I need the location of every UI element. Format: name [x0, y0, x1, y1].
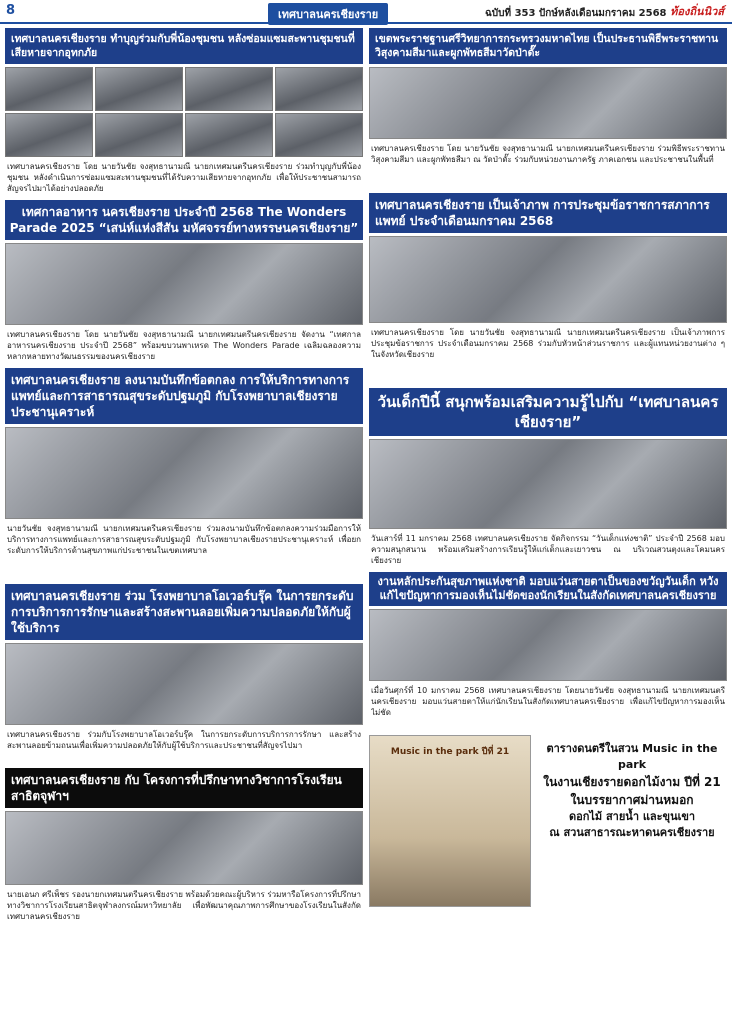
schedule-line-4: ดอกไม้ สายน้ำ และขุนเขา [568, 810, 696, 823]
story-1-photos [5, 67, 363, 157]
photo [275, 113, 363, 157]
event-poster [369, 735, 531, 907]
header-rule [0, 22, 732, 24]
schedule-line-2: ในงานเชียงรายดอกไม้งาม ปีที่ 21 [543, 775, 721, 789]
story-7-body: เทศบาลนครเชียงราย โดย นายวันชัย จงสุทธานามณี นายกเทศมนตรีนครเชียงราย เป็นเจ้าภาพการประชุมข้อราชการ ประจำเดือนมกราคม 2568 ร่วมกับหัวหน้าส่วนราชการ และผู้แทนหน่วยงานต่าง ๆ ในจังหวัดเชียงราย [371, 328, 725, 359]
story-7-photo [369, 236, 727, 323]
story-1-headline: เทศบาลนครเชียงราย ทำบุญร่วมกับพี่น้องชุมชน หลังซ่อมแซมสะพานชุมชนที่เสียหายจากอุทกภัย [5, 28, 363, 64]
photo [5, 113, 93, 157]
story-8-body: วันเสาร์ที่ 11 มกราคม 2568 เทศบาลนครเชียงราย จัดกิจกรรม “วันเด็กแห่งชาติ” ประจำปี 2568 มอบความสนุกสนาน พร้อมเสริมสร้างการเรียนรู้ให้แก่เด็กและเยาวชน ณ บริเวณสวนตุงและโคมนครเชียงราย [371, 534, 725, 565]
publication-logo: ท้องถิ่นนิวส์ [670, 5, 724, 18]
story-6-body: เทศบาลนครเชียงราย โดย นายวันชัย จงสุทธานามณี นายกเทศมนตรีนครเชียงราย ร่วมพิธีพระราชทานวิสุงคามสีมา และผูกพัทธสีมา ณ วัดป่าดั๊ะ ร่วมกับหน่วยงานภาครัฐ ภาคเอกชน และประชาชนในพื้นที่ [371, 144, 725, 164]
music-in-the-park-ad [369, 735, 727, 907]
photo [185, 113, 273, 157]
poster-title: Music in the park ปีที่ 21 [390, 747, 510, 757]
top-bar [0, 0, 732, 24]
story-4-photo [5, 643, 363, 725]
story-6-headline: เขตพระราชฐานศรีวิทยาการกระทรวงมหาดไทย เป็นประธานพิธีพระราชทานวิสุงคามสีมาและผูกพัทธสีมาวัดป่าดั๊ะ [369, 28, 727, 64]
story-5-headline: เทศบาลนครเชียงราย กับ โครงการที่ปรึกษาทางวิชาการโรงเรียนสาธิตจุฬาฯ [5, 768, 363, 808]
schedule-announcement [537, 735, 727, 907]
story-2-headline: เทศกาลอาหาร นครเชียงราย ประจำปี 2568 The Wonders Parade 2025 “เสน่ห์แห่งสีสัน มหัศจรรย์ทางหรรษนครเชียงราย” [5, 200, 363, 240]
story-5-photo [5, 811, 363, 885]
photo [95, 67, 183, 111]
photo [275, 67, 363, 111]
photo [5, 67, 93, 111]
story-6-photo [369, 67, 727, 139]
photo [185, 67, 273, 111]
story-4-headline: เทศบาลนครเชียงราย ร่วม โรงพยาบาลโอเวอร์บรุ๊ค ในการยกระดับการบริการการรักษาและสร้างสะพานลอยเพิ่มความปลอดภัยให้กับผู้ใช้บริการ [5, 584, 363, 640]
story-5-body: นายเอนก ศรีเพ็ชร รองนายกเทศมนตรีนครเชียงราย พร้อมด้วยคณะผู้บริหาร ร่วมหารือโครงการที่ปรึกษาทางวิชาการโรงเรียนสาธิตจุฬาลงกรณ์มหาวิทยาลัย เพื่อพัฒนาคุณภาพการศึกษาของโรงเรียนในสังกัดเทศบาลนครเชียงราย [7, 890, 361, 921]
story-9-body: เมื่อวันศุกร์ที่ 10 มกราคม 2568 เทศบาลนครเชียงราย โดยนายวันชัย จงสุทธานามณี นายกเทศมนตรีนครเชียงราย มอบแว่นสายตาให้แก่นักเรียนในสังกัดเทศบาลนครเชียงราย เพื่อแก้ไขปัญหาการมองเห็นไม่ชัด [371, 686, 725, 717]
story-7-headline: เทศบาลนครเชียงราย เป็นเจ้าภาพ การประชุมข้อราชการสภาการแพทย์ ประจำเดือนมกราคม 2568 [369, 193, 727, 233]
photo [95, 113, 183, 157]
story-3-photo [5, 427, 363, 519]
story-4-body: เทศบาลนครเชียงราย ร่วมกับโรงพยาบาลโอเวอร์บรุ๊ค ในการยกระดับการบริการการรักษา และสร้างสะพานลอยข้ามถนนเพื่อเพิ่มความปลอดภัยให้กับผู้ใช้บริการและประชาชนที่สัญจรไปมา [7, 730, 361, 750]
right-column [369, 28, 727, 907]
schedule-line-3: ในบรรยากาศม่านหมอก [570, 793, 694, 807]
story-9-photo [369, 609, 727, 681]
story-1-body: เทศบาลนครเชียงราย โดย นายวันชัย จงสุทธานามณี นายกเทศมนตรีนครเชียงราย ร่วมทำบุญกับพี่น้องชุมชน หลังดำเนินการซ่อมแซมสะพานชุมชนที่ได้รับความเสียหายจากอุทกภัย เพื่อให้ประชาชนสามารถสัญจรไปมาได้อย่างปลอดภัย [7, 162, 361, 193]
issue-info: ฉบับที่ 353 ปักษ์หลังเดือนมกราคม 2568 [485, 8, 667, 19]
masthead: เทศบาลนครเชียงราย [268, 3, 388, 25]
schedule-line-1: ตารางดนตรีในสวน Music in the park [546, 742, 718, 771]
story-8-headline: วันเด็กปีนี้ สนุกพร้อมเสริมความรู้ไปกับ “เทศบาลนครเชียงราย” [369, 388, 727, 436]
left-column [5, 28, 363, 928]
story-8-photo [369, 439, 727, 529]
story-9-headline: งานหลักประกันสุขภาพแห่งชาติ มอบแว่นสายตาเป็นของขวัญวันเด็ก หวังแก้ไขปัญหาการมองเห็นไม่ชัดของนักเรียนในสังกัดเทศบาลนครเชียงราย [369, 572, 727, 606]
story-3-body: นายวันชัย จงสุทธานามณี นายกเทศมนตรีนครเชียงราย ร่วมลงนามบันทึกข้อตกลงความร่วมมือการให้บริการทางการแพทย์และการสาธารณสุขระดับปฐมภูมิ กับโรงพยาบาลเชียงรายประชานุเคราะห์ เพื่อยกระดับการให้บริการด้านสุขภาพแก่ประชาชนในเขตเทศบาล [7, 524, 361, 555]
story-2-body: เทศบาลนครเชียงราย โดย นายวันชัย จงสุทธานามณี นายกเทศมนตรีนครเชียงราย จัดงาน “เทศกาลอาหารนครเชียงราย ประจำปี 2568” พร้อมขบวนพาเหรด The Wonders Parade เฉลิมฉลองความหลากหลายทางวัฒนธรรมของนครเชียงราย [7, 330, 361, 361]
page-number: 8 [6, 3, 16, 18]
story-2-photo [5, 243, 363, 325]
story-3-headline: เทศบาลนครเชียงราย ลงนามบันทึกข้อตกลง การให้บริการทางการแพทย์และการสาธารณสุขระดับปฐมภูมิ กับโรงพยาบาลเชียงรายประชานุเคราะห์ [5, 368, 363, 424]
schedule-line-5: ณ สวนสาธารณะหาดนครเชียงราย [549, 826, 715, 839]
